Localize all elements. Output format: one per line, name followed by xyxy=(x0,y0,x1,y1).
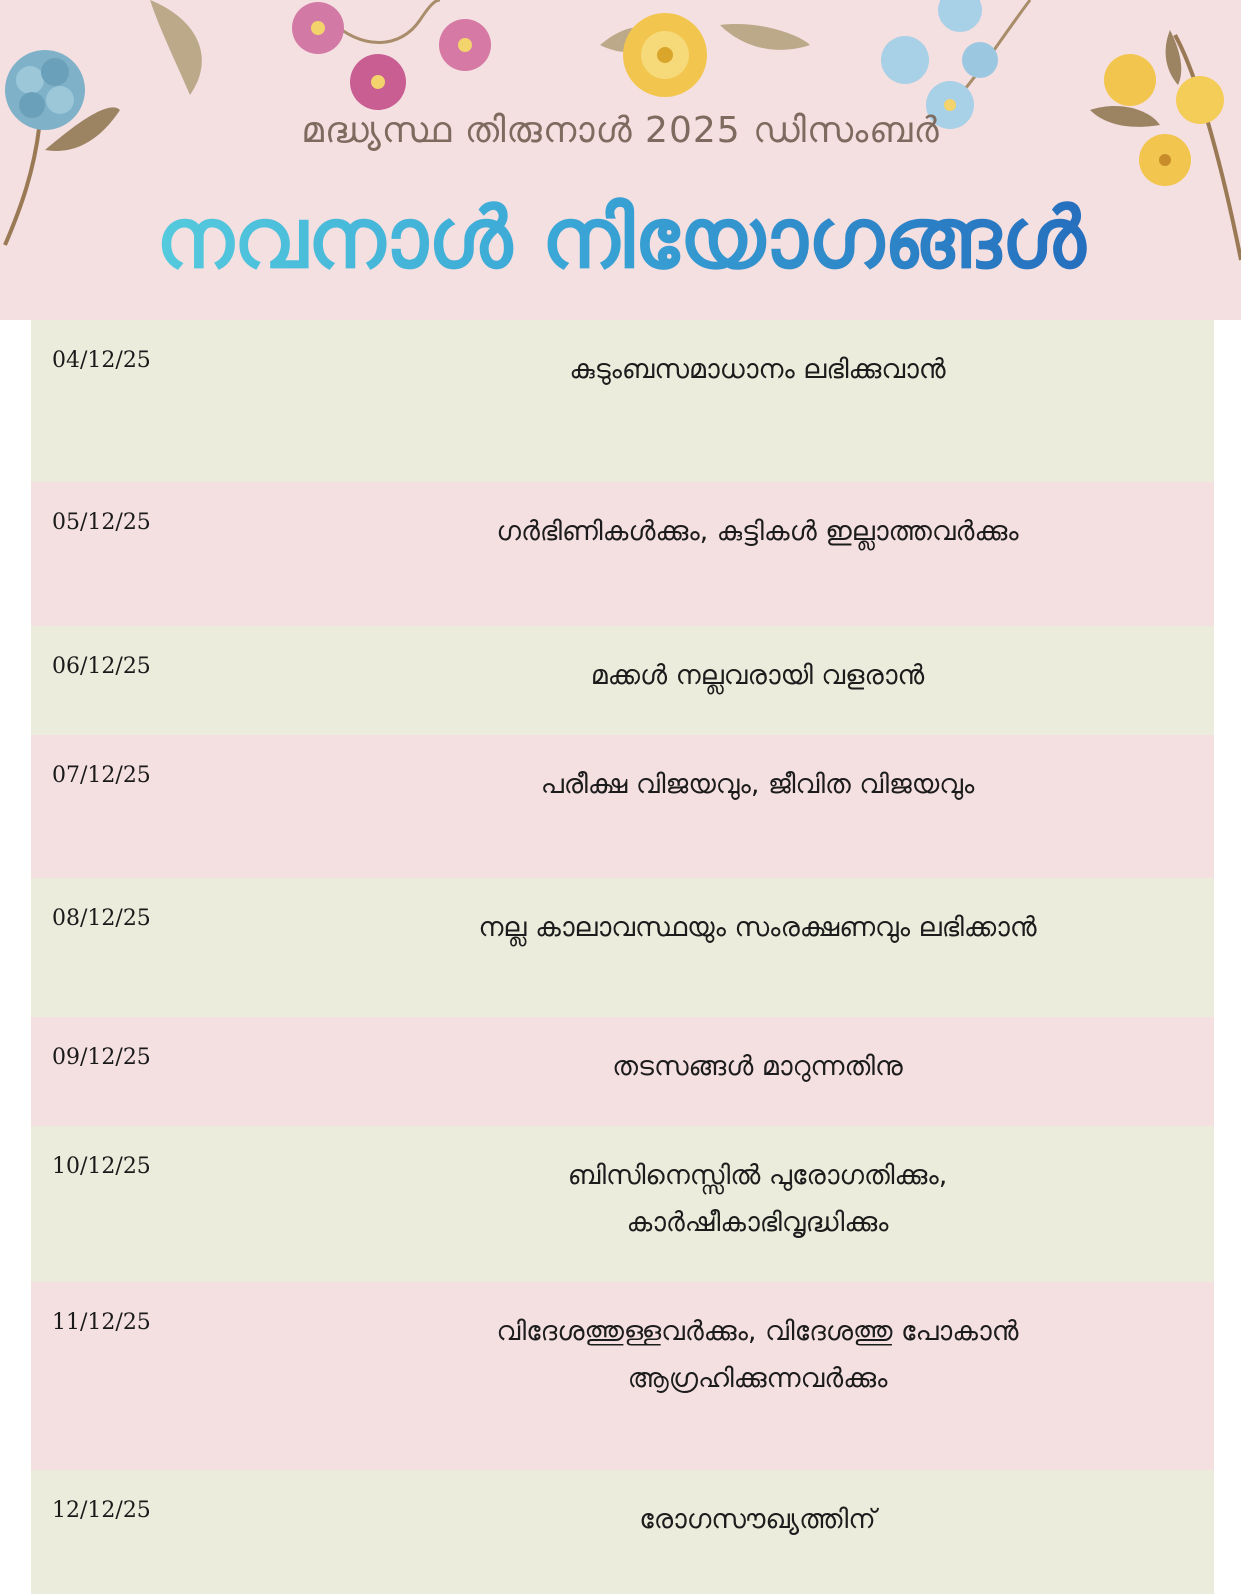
row-intention: നല്ല കാലാവസ്ഥയും സംരക്ഷണവും ലഭിക്കാൻ xyxy=(478,912,1037,943)
table-row xyxy=(31,626,1214,735)
row-intention: ഗർഭിണികൾക്കും, കുട്ടികൾ ഇല്ലാത്തവർക്കും xyxy=(496,516,1019,547)
row-intention: തടസങ്ങൾ മാറുന്നതിനു xyxy=(612,1051,903,1082)
table-row xyxy=(31,878,1214,1017)
table-row xyxy=(31,1126,1214,1282)
row-date: 07/12/25 xyxy=(52,763,151,788)
yellow-flower-icon xyxy=(600,13,810,97)
row-intention: മക്കൾ നല്ലവരായി വളരാൻ xyxy=(590,660,925,691)
novena-intentions-table xyxy=(31,320,1214,1594)
leaf-icon xyxy=(150,0,202,95)
table-row xyxy=(31,320,1214,482)
table-row xyxy=(31,482,1214,626)
row-intention: കുടുംബസമാധാനം ലഭിക്കുവാൻ xyxy=(569,354,946,385)
page-title: നവനാൾ നിയോഗങ്ങൾ xyxy=(0,188,1241,288)
row-date: 10/12/25 xyxy=(52,1154,151,1179)
pink-flower-icon xyxy=(292,0,491,110)
row-intention: രോഗസൗഖ്യത്തിന് xyxy=(639,1504,876,1535)
header-banner xyxy=(0,0,1241,320)
row-date: 12/12/25 xyxy=(52,1498,151,1523)
row-date: 04/12/25 xyxy=(52,348,151,373)
row-intention: വിദേശത്തുള്ളവർക്കും, വിദേശത്തു പോകാൻ ആഗ്രഹിക്കുന്നവർക്കും xyxy=(496,1316,1019,1394)
row-intention: ബിസിനെസ്സിൽ പുരോഗതിക്കും, കാർഷീകാഭിവൃദ്ധിക്കും xyxy=(567,1160,948,1238)
row-date: 09/12/25 xyxy=(52,1045,151,1070)
row-intention: പരീക്ഷ വിജയവും, ജീവിത വിജയവും xyxy=(540,769,975,800)
table-row xyxy=(31,1282,1214,1470)
row-date: 11/12/25 xyxy=(52,1310,151,1335)
table-row xyxy=(31,1017,1214,1126)
table-row xyxy=(31,1470,1214,1594)
row-date: 06/12/25 xyxy=(52,654,151,679)
table-row xyxy=(31,735,1214,878)
row-date: 08/12/25 xyxy=(52,906,151,931)
row-date: 05/12/25 xyxy=(52,510,151,535)
feast-subtitle: മദ്ധ്യസ്ഥ തിരുനാൾ 2025 ഡിസംബർ xyxy=(301,110,940,151)
